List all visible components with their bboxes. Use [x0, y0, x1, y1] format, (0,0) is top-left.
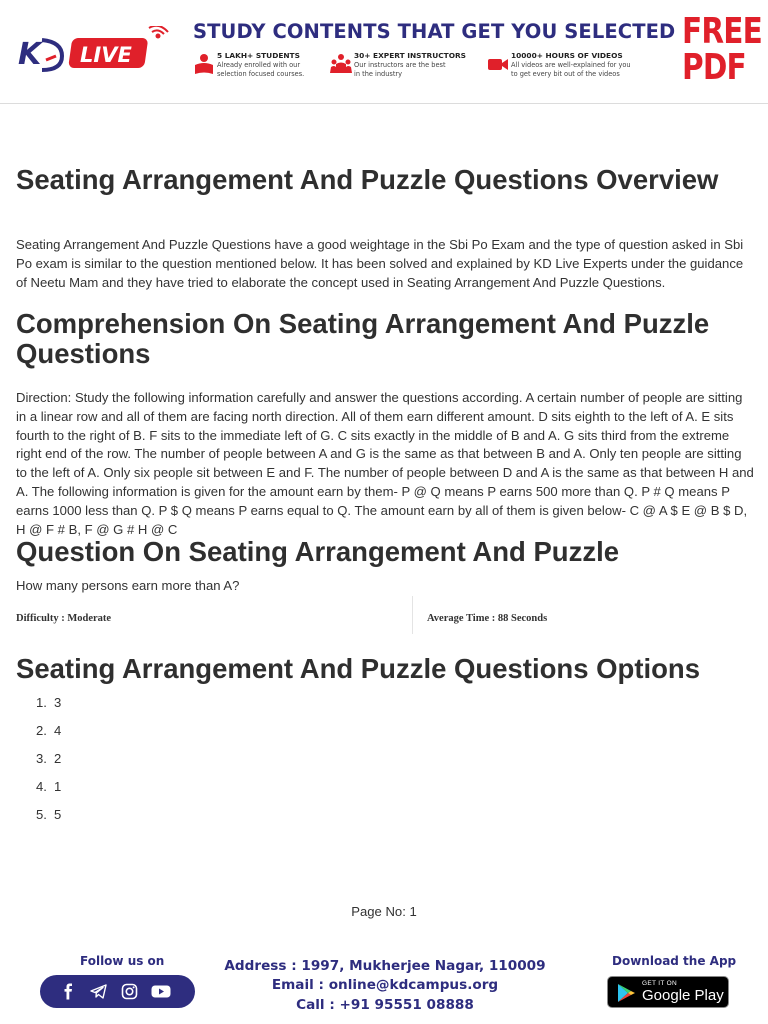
instructors-icon — [330, 53, 352, 75]
option-value: 3 — [54, 695, 62, 710]
option-item[interactable]: 5. 5 — [36, 807, 62, 822]
instagram-icon[interactable] — [121, 983, 138, 1000]
page-header — [0, 0, 768, 104]
contact-address: Address : 1997, Mukherjee Nagar, 110009 — [224, 958, 546, 974]
kd-live-logo — [18, 26, 170, 76]
svg-text:K: K — [18, 37, 42, 72]
contact-phone[interactable]: Call : +91 95551 08888 — [296, 997, 474, 1013]
follow-us-label: Follow us on — [80, 954, 165, 968]
question-heading: Question On Seating Arrangement And Puzzle — [16, 536, 620, 567]
telegram-icon[interactable] — [90, 983, 107, 1000]
youtube-icon[interactable] — [151, 983, 171, 1000]
overview-heading: Seating Arrangement And Puzzle Questions Overview — [16, 164, 719, 195]
page-number: Page No: 1 — [351, 904, 417, 919]
options-heading: Seating Arrangement And Puzzle Questions Options — [16, 653, 701, 684]
comprehension-paragraph: Direction: Study the following information carefully and answer the questions according. A certain number of people are sitting in a linear row and all of them are facing north direction. All of them earn different amount. D sits eighth to the left of A. E sits fourth to the right of B. F sits to the immediate left of G. C sits exactly in the middle of B and A. G sits third from the extreme right end of the row. The number of people between A and G is the same as that between B and A. Only ten people are sitting to the left of A. Only six people sit between E and F. The number of people between D and A is the same as that between H and A. The following information is given for the amount earn by them- P @ Q means P earns 500 more than Q. P # Q means P earns 1000 less than Q. P $ Q means P earns equal to Q. The amount earn by all of them is given below- C @ A $ E @ B $ D, H @ F # B, F @ G # H @ C — [16, 390, 754, 537]
svg-text:LIVE: LIVE — [80, 43, 132, 67]
google-play-icon — [616, 983, 636, 1003]
question-meta — [16, 596, 756, 634]
google-play-badge[interactable] — [607, 976, 729, 1008]
comprehension-heading: Comprehension On Seating Arrangement And Puzzle Questions — [16, 308, 710, 369]
option-value: 2 — [54, 751, 62, 766]
student-icon — [193, 53, 215, 75]
gplay-big-text: Google Play — [642, 987, 724, 1004]
option-value: 5 — [54, 807, 62, 822]
option-value: 1 — [54, 779, 62, 794]
gplay-small-text: GET IT ON — [642, 980, 677, 987]
free-pdf-line2: PDF — [682, 47, 746, 88]
free-pdf-line1: FREE — [682, 11, 762, 52]
option-item[interactable]: 3. 2 — [36, 751, 62, 766]
option-item[interactable]: 1. 3 — [36, 695, 62, 710]
stat-videos: 10000+ HOURS OF VIDEOS All videos are well-explained for you to get every bit out of the videos — [487, 51, 657, 83]
header-title: STUDY CONTENTS THAT GET YOU SELECTED — [193, 20, 676, 43]
question-text: How many persons earn more than A? — [16, 578, 240, 593]
contact-email[interactable]: Email : online@kdcampus.org — [271, 977, 499, 993]
social-links-bar — [40, 975, 195, 1008]
overview-paragraph: Seating Arrangement And Puzzle Questions have a good weightage in the Sbi Po Exam and the type of question asked in Sbi Po exam is similar to the question mentioned below. It has been solved and explained by KD Live Experts under the guidance of Neetu Mam and they have tried to elaborate the concept used in Seating Arrangement And Puzzle Questions. — [16, 237, 744, 290]
option-item[interactable]: 4. 1 — [36, 779, 62, 794]
option-item[interactable]: 2. 4 — [36, 723, 62, 738]
video-camera-icon — [487, 53, 509, 75]
facebook-icon[interactable] — [60, 983, 77, 1000]
average-time-label: Average Time : 88 Seconds — [427, 613, 548, 624]
free-pdf-badge — [682, 11, 762, 88]
download-app-label: Download the App — [612, 954, 737, 968]
option-value: 4 — [54, 723, 62, 738]
stat-instructors: 30+ EXPERT INSTRUCTORS Our instructors are the best in the industry — [330, 51, 480, 83]
stat-students: 5 LAKH+ STUDENTS Already enrolled with our selection focused courses. — [193, 51, 333, 83]
difficulty-label: Difficulty : Moderate — [16, 613, 112, 624]
meta-divider — [412, 596, 413, 634]
